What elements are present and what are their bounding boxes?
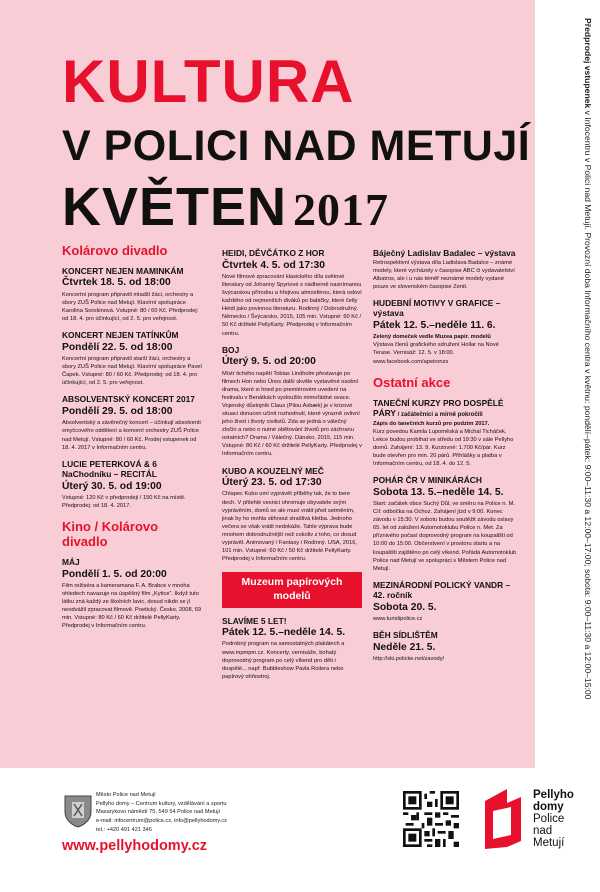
event-title: HEIDI, DĚVČÁTKO Z HOR (222, 248, 325, 258)
event-date: Sobota 13. 5.–neděle 14. 5. (373, 486, 504, 498)
column-1 (62, 244, 202, 631)
event-title: MEZINÁRODNÍ POLICKÝ VANDR – 42. ročník (373, 579, 511, 601)
title-month (62, 177, 390, 237)
event-title-sub: / začátečníci a mírně pokročilí (395, 412, 483, 419)
event-text: Nové filmové zpracování klasického díla světové literatury od Johanny Spyriové s nádherně nasnímanou švýcarskou přírodou a hřejivou atmosférou, která osloví každého od nejmenších diváků po babičky, které četly Heidi jako povinnou literaturu. Rodinný / Dobrodružný. Německo / Švýcarsko, 2015, 105 min. Vstupné: 60 Kč / 50 Kč držitelé PellyKarty. Předprodej v Informačním centru. (222, 273, 362, 337)
event-title: BĚH SÍDLIŠTĚM (373, 630, 438, 641)
logo-word: nad (533, 825, 553, 838)
qr-code-icon (403, 791, 459, 847)
event-title (373, 398, 518, 420)
event-title: KONCERT NEJEN MAMINKÁM (62, 265, 184, 276)
logo-word: Pellyho (533, 789, 574, 801)
logo-word: Metují (533, 837, 565, 850)
event-link: www.facebook.com/apeironzs (373, 358, 449, 365)
event-title: LUCIE PETERKOVÁ & 6 NaChodníku – RECITÁL (62, 458, 157, 480)
event-text: Vstupné: 120 Kč v předprodeji / 150 Kč na místě. Předprodej: od 18. 4. 2017. (62, 495, 186, 510)
event-text: Výstava členů grafického sdružení Hollar na Nové Terase. Vernisáž: 12. 5. v 18:00. (373, 342, 499, 357)
address-line: Pellyho domy – Centrum kultury, vzdělávání a sportu (96, 800, 227, 807)
event-date: Pondělí 29. 5. od 18:00 (62, 405, 173, 417)
event-title: BOJ (222, 344, 240, 355)
column-2 (222, 244, 362, 681)
event-date: Neděle 21. 5. (373, 641, 436, 653)
event-link: http://ski.policke.net/zavody/ (373, 656, 445, 663)
event-date: Pondělí 1. 5. od 20:00 (62, 568, 167, 580)
address-line: Město Police nad Metují (96, 792, 156, 798)
section-muzeum: Muzeum papírových modelů (222, 572, 362, 607)
event-title: ABSOLVENTSKÝ KONCERT 2017 (62, 394, 195, 405)
presale-note (575, 18, 593, 763)
event-date: Úterý 23. 5. od 17:30 (222, 477, 322, 489)
event-date: Pondělí 22. 5. od 18:00 (62, 341, 173, 353)
event-text: Chlapec Kubo umí vyprávět příběhy tak, že to bere dech. V přilehlé vesnici ohromuje obyvatele svým vyprávěním, domů se ale musí vrátit před setměním, jinak by ho mohla stihnout strašlivá kletba. Jednoho večera se však vrátit nedokáže. Tahle výpravа bude mnohem dobrodružnější než cokoliv z toho, co dosud vyprávěl. Animovaný / Fantasy / Rodinný. USA, 2016, 101 min. Vstupné: 60 Kč / 50 Kč držitelé PellyKarty. Předprodej v Informačním centru. (222, 491, 357, 563)
event-text: Retrospektivní výstava díla Ladislava Badalce – známé modely, které vycházely v časopise ABC či vydavatelství Albatros, ale i u nás téměř neznámé modely vydané pouze ve slovenském časopise Zenit. (373, 259, 515, 290)
event-text: Podrobný program na samostatných plakátech a www.mpmpm.cz. Koncerty, vernisáže, bohatý doprovodný program po celý víkend pro děti i dospělé... např. Bubbleshow Pavla Roilera nebo papírový ohňostroj. (222, 641, 345, 680)
event-note: Zápis do tanečních kurzů pro podzim 2017. (373, 420, 490, 427)
event-text: Místr tichého napětí Tobias Lindholm přestavuje po filmech Hon nebo Únos další skvěle vystavěné osobní drama, které si hned po premiérovém uvedení na festivalu v Benátkách vysloužilo mimořádné ovace. Vojenský důstojník Claus (Pilou Asbæk) je v krizové situaci donucen učinit rozhodnutí, které výrazně ovlivní jeho život i životy civilistů. Zda se jedná o válečný zločin a nebo o nutné obětování životů pro záchranu ostatních? Drama / Válečný. Dánsko, 2015, 115 min. Vstupné: 80 Kč / 60 Kč držitelé PellyKarty. Předprodej v Informačním centru. (222, 370, 362, 458)
event-date: Sobota 20. 5. (373, 601, 437, 613)
event-text: Kurz povedou Kamila Lupoměská a Michal Ticháček. Lekce budou probíhat ve středu od 19:30 v sále Pellyho domů. Zahájení: 13. 9. Kurzovné: 1.700 Kč/pár. Kurz bude otevřen pro min. 20 párů. Přihlášky a platba v Informačním centru, od 18. 4. do 12. 5. (373, 428, 514, 468)
event-text: Film režiséra a kameramana F. A. Brabce v mnoha ohledech navazuje na úspěšný film „Kytice“. Ikdyž tuto látku zná každý ze školních lavic, dosud nikdo se jí neodvážil zpracovat filmově. Poetický. Česko, 2008, 69 min. Vstupné: 80 Kč / 60 Kč držitelé PellyKarty. Předprodej v Informačním centru. (62, 583, 202, 630)
event-text: Start: začátek obce Suchý Důl, ve směru na Police n. M. Cíl: odbočka na Ochoz. Zahájení jízd v 9:00. Konec závodu v 15:30. V sobotu budou soutěžit závodu oslavy 65. let od založení Automotoklubu Police n. Met. Za příznivého počasí doprovodný program na koupališti od 10:00 do 15:00. Občerstvení v prostoru startu a na koupališti zajištěno po celý víkend. Pořádá Automotoklub Police nad Metují ve spolupráci s Městem Police nad Metují. (373, 501, 517, 572)
event-link: www.turistipolice.cz (373, 616, 423, 623)
event-text: Koncertní program připravili starší žáci, orchestry a sbory ZUŠ Police nad Metují. Klavírní spolupráce Pavel Čapek. Vstupné: 80 / 60 Kč. Předprodej: od 18. 4. pro účinkující, od 2. 5. pro veřejnost. (62, 356, 202, 387)
town-crest-icon (63, 794, 93, 828)
address-line: e-mail: infocentrum@police.cz, info@pellyhodomy.cz (96, 817, 227, 824)
event-title: POHÁR ČR V MINIKÁRÁCH (373, 475, 482, 486)
event-date: Čtvrtek 18. 5. od 18:00 (62, 277, 171, 289)
event-title: SLAVÍME 5 LET! (222, 615, 287, 626)
event-date: Úterý 9. 5. od 20:00 (222, 356, 316, 368)
event-text: Koncertní program připravili mladší žáci, orchestry a sbory ZUŠ Police nad Metují. Klavírní spolupráce Karolina Sorokinová. Vstupné: 80 / 60 Kč. Předprodej: od 18. 4. pro účinkující, od 2. 5. pro veřejnost. (62, 291, 199, 323)
event-title: HUDEBNÍ MOTIVY V GRAFICE – výstava (373, 297, 501, 319)
logo-text (533, 789, 574, 849)
section-kino: Kino / Kolárovo divadlo (62, 519, 159, 550)
footer-address (96, 791, 227, 834)
year-label: 2017 (293, 184, 390, 235)
logo-word: Police (533, 813, 565, 826)
event-venue: Zelený domeček vedle Muzea papír. modelů (373, 334, 491, 341)
event-title: KONCERT NEJEN TATÍNKŮM (62, 330, 179, 341)
event-text: Absolventský a závěrečný koncert – účinkují absolventi smyčcového oddělení a komorní orchestry ZUŠ Police nad Metují. Vstupné: 80 / 60 Kč. Prodej vstupenek od 18. 4. 2017 v Informačním centru. (62, 420, 201, 451)
logo-word: domy (533, 801, 564, 814)
event-title-main: TANEČNÍ KURZY PRO DOSPĚLÉ PÁRY (373, 397, 504, 419)
event-title: Báječný Ladislav Badalec – výstava (373, 248, 516, 258)
event-date: Úterý 30. 5. od 19:00 (62, 480, 162, 492)
presale-text: v Infocentru v Polici nad Metují. Provozní doba Informačního centra v květnu: pondělí–pátek: 9:00–11:30 a 12:00–17:00; sobota: 9:00–11:30 a 12:00–15:00 (583, 108, 593, 700)
pellyho-domy-logo-icon (481, 787, 529, 851)
event-title: KUBO A KOUZELNÝ MEČ (222, 465, 324, 476)
address-line: tel.: +420 491 421 346 (96, 826, 152, 833)
website-link[interactable]: www.pellyhodomy.cz (62, 838, 208, 854)
month-label: KVĚTEN (62, 177, 288, 237)
title-town: V POLICI NAD METUJÍ (62, 122, 531, 170)
section-kolarovo-divadlo: Kolárovo divadlo (62, 243, 168, 258)
event-date: Čtvrtek 4. 5. od 17:30 (222, 259, 326, 271)
column-3 (373, 244, 518, 663)
event-title: MÁJ (62, 557, 80, 568)
address-line: Masarykovo náměstí 75, 549 54 Police nad Metují (96, 809, 221, 816)
presale-label: Předprodej vstupenek (583, 18, 593, 109)
title-kultura: KULTURA (62, 48, 355, 115)
section-ostatni-akce: Ostatní akce (373, 374, 451, 390)
event-date: Pátek 12. 5.–neděle 14. 5. (222, 627, 346, 639)
event-date: Pátek 12. 5.–neděle 11. 6. (373, 319, 496, 331)
